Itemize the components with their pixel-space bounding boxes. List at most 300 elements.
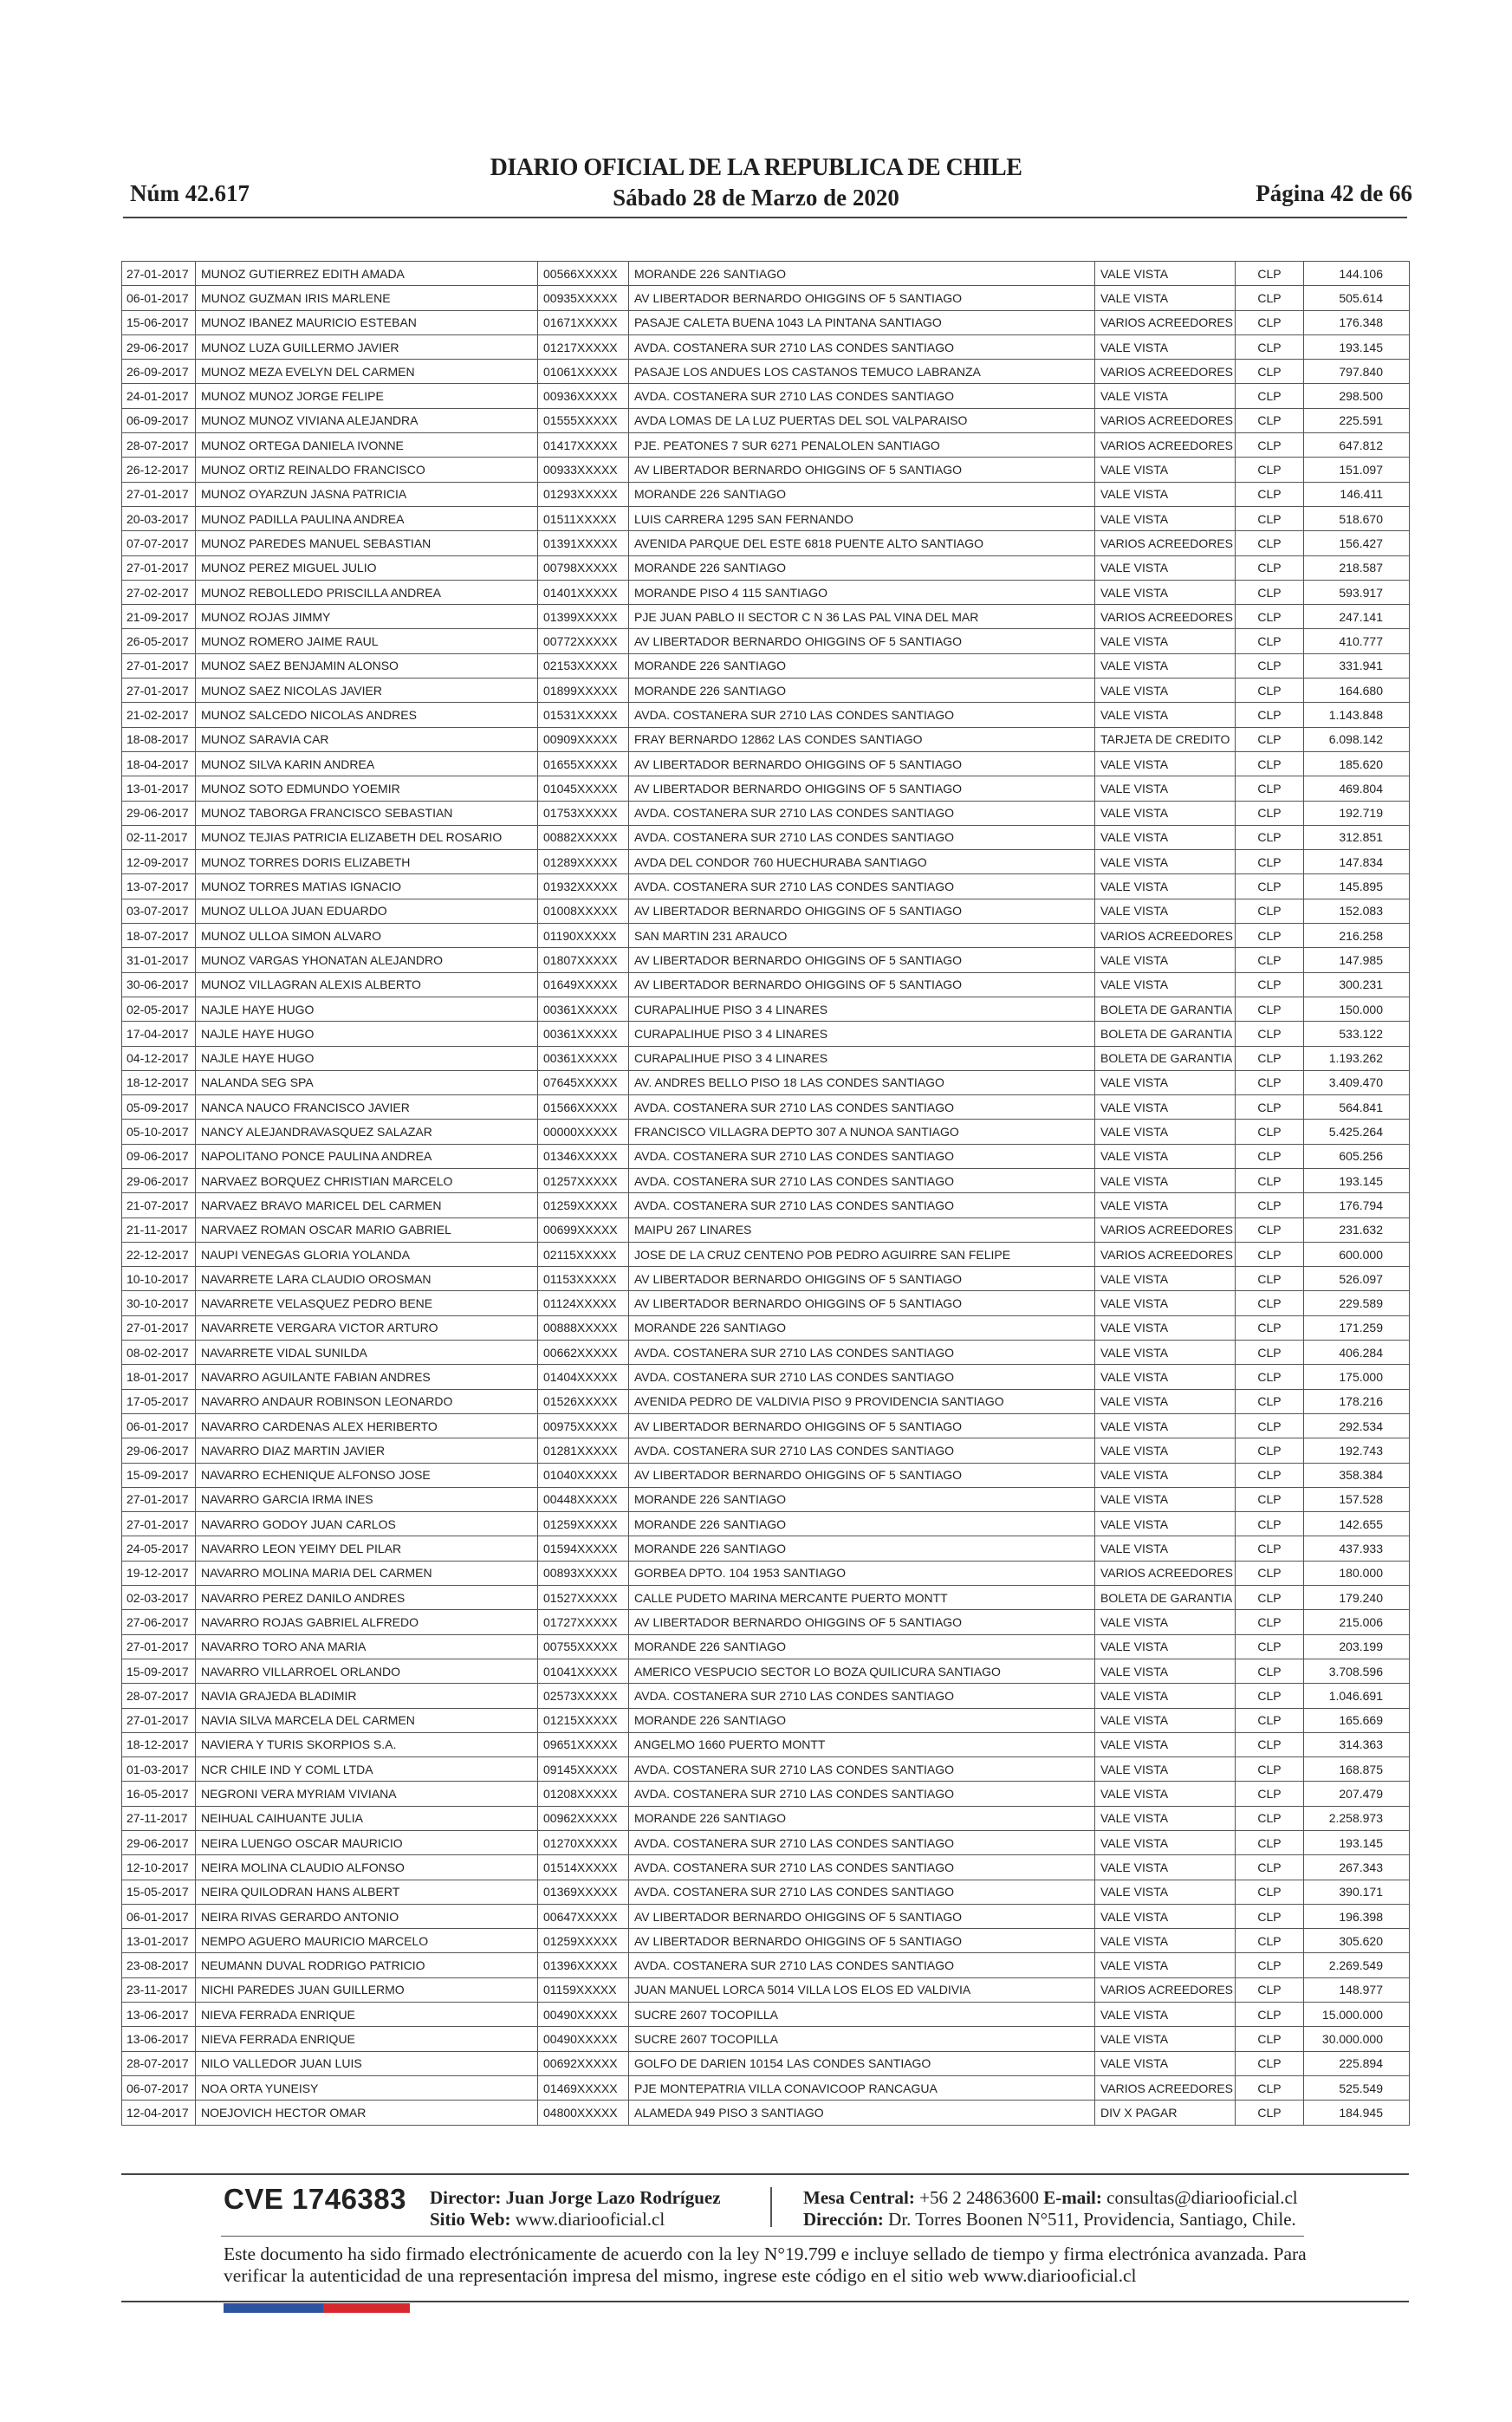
row-currency: CLP <box>1236 1193 1304 1217</box>
row-currency: CLP <box>1236 1561 1304 1585</box>
row-date: 24-05-2017 <box>122 1536 196 1561</box>
address-label: Dirección: <box>803 2209 884 2230</box>
row-date: 28-07-2017 <box>122 433 196 458</box>
director-name: Juan Jorge Lazo Rodríguez <box>505 2187 721 2208</box>
row-rut: 00699XXXXX <box>538 1217 629 1242</box>
phone-number: +56 2 24863600 <box>919 2187 1039 2208</box>
footer-bottom-divider <box>121 2301 1409 2302</box>
row-address: PASAJE LOS ANDUES LOS CASTANOS TEMUCO LABRANZA <box>629 360 1095 384</box>
row-document-type: VARIOS ACREEDORES <box>1095 2075 1236 2100</box>
row-name: NAVARRO AGUILANTE FABIAN ANDRES <box>196 1365 538 1389</box>
row-date: 29-06-2017 <box>122 801 196 825</box>
row-currency: CLP <box>1236 924 1304 948</box>
row-amount: 229.589 <box>1304 1291 1410 1315</box>
table-row <box>122 262 1410 286</box>
row-date: 08-02-2017 <box>122 1341 196 1365</box>
row-currency: CLP <box>1236 653 1304 678</box>
row-amount: 267.343 <box>1304 1855 1410 1880</box>
row-document-type: VARIOS ACREEDORES <box>1095 360 1236 384</box>
row-rut: 00662XXXXX <box>538 1341 629 1365</box>
website-link[interactable]: www.diariooficial.cl <box>515 2209 665 2230</box>
row-rut: 01217XXXXX <box>538 334 629 359</box>
row-currency: CLP <box>1236 801 1304 825</box>
row-document-type: VALE VISTA <box>1095 1953 1236 1977</box>
row-document-type: VALE VISTA <box>1095 1757 1236 1782</box>
row-name: NEIRA RIVAS GERARDO ANTONIO <box>196 1904 538 1928</box>
row-date: 22-12-2017 <box>122 1242 196 1266</box>
row-address: MORANDE 226 SANTIAGO <box>629 1806 1095 1830</box>
row-address: PJE MONTEPATRIA VILLA CONAVICOOP RANCAGUA <box>629 2075 1095 2100</box>
row-rut: 00882XXXXX <box>538 825 629 849</box>
row-rut: 09145XXXXX <box>538 1757 629 1782</box>
table-row <box>122 1144 1410 1168</box>
row-name: NCR CHILE IND Y COML LTDA <box>196 1757 538 1782</box>
row-rut: 01281XXXXX <box>538 1438 629 1463</box>
table-row <box>122 2101 1410 2125</box>
row-currency: CLP <box>1236 1929 1304 1953</box>
row-name: NAVARRO MOLINA MARIA DEL CARMEN <box>196 1561 538 1585</box>
table-row <box>122 1217 1410 1242</box>
row-rut: 01649XXXXX <box>538 972 629 997</box>
row-document-type: VALE VISTA <box>1095 334 1236 359</box>
row-address: AVDA. COSTANERA SUR 2710 LAS CONDES SANTIAGO <box>629 1193 1095 1217</box>
row-name: NARVAEZ ROMAN OSCAR MARIO GABRIEL <box>196 1217 538 1242</box>
row-amount: 518.670 <box>1304 506 1410 530</box>
row-rut: 01566XXXXX <box>538 1095 629 1120</box>
row-amount: 6.098.142 <box>1304 727 1410 751</box>
row-address: AVDA. COSTANERA SUR 2710 LAS CONDES SANTIAGO <box>629 1095 1095 1120</box>
row-name: NEMPO AGUERO MAURICIO MARCELO <box>196 1929 538 1953</box>
row-document-type: VALE VISTA <box>1095 1855 1236 1880</box>
table-row <box>122 1610 1410 1634</box>
table-row <box>122 703 1410 727</box>
page-number: Página 42 de 66 <box>1256 180 1412 206</box>
row-currency: CLP <box>1236 458 1304 482</box>
row-document-type: VARIOS ACREEDORES <box>1095 1242 1236 1266</box>
row-rut: 01671XXXXX <box>538 310 629 334</box>
row-amount: 600.000 <box>1304 1242 1410 1266</box>
row-amount: 225.894 <box>1304 2051 1410 2075</box>
row-name: MUNOZ LUZA GUILLERMO JAVIER <box>196 334 538 359</box>
row-date: 04-12-2017 <box>122 1046 196 1070</box>
row-name: NAVARRO PEREZ DANILO ANDRES <box>196 1586 538 1610</box>
row-name: MUNOZ SOTO EDMUNDO YOEMIR <box>196 776 538 801</box>
row-rut: 01399XXXXX <box>538 605 629 629</box>
row-name: NAVARRO DIAZ MARTIN JAVIER <box>196 1438 538 1463</box>
row-date: 28-07-2017 <box>122 2051 196 2075</box>
row-rut: 01215XXXXX <box>538 1708 629 1732</box>
row-document-type: VALE VISTA <box>1095 899 1236 923</box>
row-address: JOSE DE LA CRUZ CENTENO POB PEDRO AGUIRRE SAN FELIPE <box>629 1242 1095 1266</box>
row-currency: CLP <box>1236 1634 1304 1659</box>
row-name: NOA ORTA YUNEISY <box>196 2075 538 2100</box>
row-rut: 00933XXXXX <box>538 458 629 482</box>
row-name: NALANDA SEG SPA <box>196 1070 538 1094</box>
table-row <box>122 1831 1410 1855</box>
row-currency: CLP <box>1236 2003 1304 2027</box>
row-amount: 797.840 <box>1304 360 1410 384</box>
row-date: 10-10-2017 <box>122 1267 196 1291</box>
row-rut: 00975XXXXX <box>538 1413 629 1438</box>
table-row <box>122 1757 1410 1782</box>
row-document-type: VALE VISTA <box>1095 1095 1236 1120</box>
row-amount: 192.719 <box>1304 801 1410 825</box>
row-currency: CLP <box>1236 2027 1304 2051</box>
row-date: 29-06-2017 <box>122 1438 196 1463</box>
table-row <box>122 2027 1410 2051</box>
row-currency: CLP <box>1236 850 1304 874</box>
row-amount: 231.632 <box>1304 1217 1410 1242</box>
row-currency: CLP <box>1236 679 1304 703</box>
row-date: 27-01-2017 <box>122 653 196 678</box>
row-amount: 15.000.000 <box>1304 2003 1410 2027</box>
row-amount: 593.917 <box>1304 580 1410 604</box>
row-name: MUNOZ GUTIERREZ EDITH AMADA <box>196 262 538 286</box>
row-amount: 390.171 <box>1304 1880 1410 1904</box>
row-address: AV LIBERTADOR BERNARDO OHIGGINS OF 5 SANTIAGO <box>629 948 1095 972</box>
row-rut: 01401XXXXX <box>538 580 629 604</box>
row-name: MUNOZ SAEZ NICOLAS JAVIER <box>196 679 538 703</box>
row-rut: 01753XXXXX <box>538 801 629 825</box>
row-document-type: VALE VISTA <box>1095 286 1236 310</box>
row-document-type: VALE VISTA <box>1095 679 1236 703</box>
row-amount: 525.549 <box>1304 2075 1410 2100</box>
row-address: PASAJE CALETA BUENA 1043 LA PINTANA SANTIAGO <box>629 310 1095 334</box>
row-currency: CLP <box>1236 1904 1304 1928</box>
row-amount: 358.384 <box>1304 1463 1410 1487</box>
row-document-type: VALE VISTA <box>1095 1120 1236 1144</box>
row-address: AV LIBERTADOR BERNARDO OHIGGINS OF 5 SANTIAGO <box>629 972 1095 997</box>
row-date: 13-01-2017 <box>122 1929 196 1953</box>
row-date: 29-06-2017 <box>122 1831 196 1855</box>
row-address: CURAPALIHUE PISO 3 4 LINARES <box>629 1046 1095 1070</box>
row-document-type: VALE VISTA <box>1095 1684 1236 1708</box>
row-address: AVENIDA PEDRO DE VALDIVIA PISO 9 PROVIDENCIA SANTIAGO <box>629 1389 1095 1413</box>
table-row <box>122 1315 1410 1340</box>
phone-label: Mesa Central: <box>803 2187 915 2208</box>
row-name: NEGRONI VERA MYRIAM VIVIANA <box>196 1782 538 1806</box>
row-amount: 605.256 <box>1304 1144 1410 1168</box>
row-name: NAVARRETE LARA CLAUDIO OROSMAN <box>196 1267 538 1291</box>
row-date: 06-09-2017 <box>122 408 196 432</box>
row-address: AVDA. COSTANERA SUR 2710 LAS CONDES SANTIAGO <box>629 1855 1095 1880</box>
row-name: NAVARRO GARCIA IRMA INES <box>196 1487 538 1511</box>
row-amount: 312.851 <box>1304 825 1410 849</box>
row-document-type: VALE VISTA <box>1095 1168 1236 1192</box>
row-currency: CLP <box>1236 1389 1304 1413</box>
publication-title: DIARIO OFICIAL DE LA REPUBLICA DE CHILE <box>490 154 1022 181</box>
row-date: 21-09-2017 <box>122 605 196 629</box>
row-date: 12-10-2017 <box>122 1855 196 1880</box>
table-row <box>122 1953 1410 1977</box>
row-date: 18-04-2017 <box>122 751 196 776</box>
row-name: NAVARRO LEON YEIMY DEL PILAR <box>196 1536 538 1561</box>
row-amount: 171.259 <box>1304 1315 1410 1340</box>
table-row <box>122 1046 1410 1070</box>
row-date: 16-05-2017 <box>122 1782 196 1806</box>
row-name: NEUMANN DUVAL RODRIGO PATRICIO <box>196 1953 538 1977</box>
row-amount: 142.655 <box>1304 1512 1410 1536</box>
row-date: 20-03-2017 <box>122 506 196 530</box>
row-amount: 176.348 <box>1304 310 1410 334</box>
row-document-type: BOLETA DE GARANTIA <box>1095 1586 1236 1610</box>
row-date: 13-07-2017 <box>122 874 196 899</box>
row-date: 30-10-2017 <box>122 1291 196 1315</box>
row-amount: 3.708.596 <box>1304 1659 1410 1683</box>
row-currency: CLP <box>1236 310 1304 334</box>
row-currency: CLP <box>1236 899 1304 923</box>
row-amount: 30.000.000 <box>1304 2027 1410 2051</box>
row-rut: 00909XXXXX <box>538 727 629 751</box>
row-rut: 01527XXXXX <box>538 1586 629 1610</box>
row-date: 12-04-2017 <box>122 2101 196 2125</box>
row-name: MUNOZ PAREDES MANUEL SEBASTIAN <box>196 531 538 555</box>
row-document-type: VARIOS ACREEDORES <box>1095 310 1236 334</box>
row-name: NICHI PAREDES JUAN GUILLERMO <box>196 1977 538 2002</box>
row-rut: 00647XXXXX <box>538 1904 629 1928</box>
table-row <box>122 629 1410 653</box>
row-currency: CLP <box>1236 727 1304 751</box>
row-name: NAJLE HAYE HUGO <box>196 997 538 1021</box>
row-amount: 164.680 <box>1304 679 1410 703</box>
row-document-type: VALE VISTA <box>1095 2003 1236 2027</box>
row-document-type: VARIOS ACREEDORES <box>1095 408 1236 432</box>
row-address: MORANDE 226 SANTIAGO <box>629 653 1095 678</box>
row-name: NARVAEZ BORQUEZ CHRISTIAN MARCELO <box>196 1168 538 1192</box>
row-currency: CLP <box>1236 997 1304 1021</box>
row-document-type: VALE VISTA <box>1095 850 1236 874</box>
table-row <box>122 801 1410 825</box>
row-document-type: VALE VISTA <box>1095 2051 1236 2075</box>
row-date: 27-01-2017 <box>122 1708 196 1732</box>
row-document-type: VALE VISTA <box>1095 458 1236 482</box>
row-date: 15-09-2017 <box>122 1659 196 1683</box>
row-name: MUNOZ MUNOZ VIVIANA ALEJANDRA <box>196 408 538 432</box>
row-name: NEIRA QUILODRAN HANS ALBERT <box>196 1880 538 1904</box>
row-date: 27-01-2017 <box>122 679 196 703</box>
row-amount: 533.122 <box>1304 1022 1410 1046</box>
row-amount: 526.097 <box>1304 1267 1410 1291</box>
row-address: AVDA. COSTANERA SUR 2710 LAS CONDES SANTIAGO <box>629 1341 1095 1365</box>
row-currency: CLP <box>1236 580 1304 604</box>
row-amount: 564.841 <box>1304 1095 1410 1120</box>
table-row <box>122 1022 1410 1046</box>
row-document-type: VARIOS ACREEDORES <box>1095 1561 1236 1585</box>
row-document-type: VALE VISTA <box>1095 1291 1236 1315</box>
row-name: MUNOZ TABORGA FRANCISCO SEBASTIAN <box>196 801 538 825</box>
row-currency: CLP <box>1236 1413 1304 1438</box>
row-document-type: VALE VISTA <box>1095 1512 1236 1536</box>
row-address: SUCRE 2607 TOCOPILLA <box>629 2027 1095 2051</box>
row-address: AVDA LOMAS DE LA LUZ PUERTAS DEL SOL VALPARAISO <box>629 408 1095 432</box>
row-address: MORANDE 226 SANTIAGO <box>629 262 1095 286</box>
row-amount: 146.411 <box>1304 482 1410 506</box>
row-document-type: VARIOS ACREEDORES <box>1095 1217 1236 1242</box>
row-name: NARVAEZ BRAVO MARICEL DEL CARMEN <box>196 1193 538 1217</box>
row-currency: CLP <box>1236 605 1304 629</box>
table-row <box>122 776 1410 801</box>
row-currency: CLP <box>1236 776 1304 801</box>
row-rut: 01045XXXXX <box>538 776 629 801</box>
table-row <box>122 1855 1410 1880</box>
email-link[interactable]: consultas@diariooficial.cl <box>1106 2187 1298 2208</box>
row-rut: 01293XXXXX <box>538 482 629 506</box>
row-amount: 147.985 <box>1304 948 1410 972</box>
row-currency: CLP <box>1236 1536 1304 1561</box>
row-date: 01-03-2017 <box>122 1757 196 1782</box>
row-date: 18-12-2017 <box>122 1732 196 1756</box>
table-row <box>122 1536 1410 1561</box>
row-rut: 01190XXXXX <box>538 924 629 948</box>
row-amount: 215.006 <box>1304 1610 1410 1634</box>
row-document-type: VALE VISTA <box>1095 262 1236 286</box>
row-date: 23-11-2017 <box>122 1977 196 2002</box>
row-currency: CLP <box>1236 1855 1304 1880</box>
director-block <box>430 2187 721 2230</box>
row-name: NANCY ALEJANDRAVASQUEZ SALAZAR <box>196 1120 538 1144</box>
row-currency: CLP <box>1236 1831 1304 1855</box>
row-amount: 207.479 <box>1304 1782 1410 1806</box>
records-table <box>121 261 1410 2126</box>
row-rut: 01289XXXXX <box>538 850 629 874</box>
table-row <box>122 555 1410 580</box>
row-address: MAIPU 267 LINARES <box>629 1217 1095 1242</box>
row-rut: 00361XXXXX <box>538 1022 629 1046</box>
row-currency: CLP <box>1236 1512 1304 1536</box>
row-document-type: VALE VISTA <box>1095 1831 1236 1855</box>
row-rut: 01594XXXXX <box>538 1536 629 1561</box>
row-address: AVDA DEL CONDOR 760 HUECHURABA SANTIAGO <box>629 850 1095 874</box>
table-row <box>122 727 1410 751</box>
row-document-type: VALE VISTA <box>1095 703 1236 727</box>
row-document-type: VARIOS ACREEDORES <box>1095 924 1236 948</box>
row-currency: CLP <box>1236 972 1304 997</box>
row-amount: 2.269.549 <box>1304 1953 1410 1977</box>
row-document-type: VALE VISTA <box>1095 874 1236 899</box>
row-currency: CLP <box>1236 1242 1304 1266</box>
row-document-type: VALE VISTA <box>1095 751 1236 776</box>
row-name: MUNOZ GUZMAN IRIS MARLENE <box>196 286 538 310</box>
row-document-type: VALE VISTA <box>1095 1438 1236 1463</box>
row-address: AVDA. COSTANERA SUR 2710 LAS CONDES SANTIAGO <box>629 1880 1095 1904</box>
row-rut: 01655XXXXX <box>538 751 629 776</box>
row-name: NAVARRO GODOY JUAN CARLOS <box>196 1512 538 1536</box>
table-row <box>122 360 1410 384</box>
row-name: NOEJOVICH HECTOR OMAR <box>196 2101 538 2125</box>
row-date: 27-01-2017 <box>122 1487 196 1511</box>
row-currency: CLP <box>1236 506 1304 530</box>
row-document-type: VALE VISTA <box>1095 1365 1236 1389</box>
row-address: JUAN MANUEL LORCA 5014 VILLA LOS ELOS ED VALDIVIA <box>629 1977 1095 2002</box>
row-document-type: VALE VISTA <box>1095 825 1236 849</box>
row-date: 27-01-2017 <box>122 1315 196 1340</box>
row-date: 18-01-2017 <box>122 1365 196 1389</box>
row-address: AVDA. COSTANERA SUR 2710 LAS CONDES SANTIAGO <box>629 874 1095 899</box>
row-amount: 331.941 <box>1304 653 1410 678</box>
row-address: AVDA. COSTANERA SUR 2710 LAS CONDES SANTIAGO <box>629 1365 1095 1389</box>
row-rut: 09651XXXXX <box>538 1732 629 1756</box>
row-name: NAVIA GRAJEDA BLADIMIR <box>196 1684 538 1708</box>
row-currency: CLP <box>1236 482 1304 506</box>
table-row <box>122 1070 1410 1094</box>
row-document-type: VALE VISTA <box>1095 1536 1236 1561</box>
row-currency: CLP <box>1236 751 1304 776</box>
row-address: AVDA. COSTANERA SUR 2710 LAS CONDES SANTIAGO <box>629 1684 1095 1708</box>
row-date: 27-01-2017 <box>122 1634 196 1659</box>
row-name: NANCA NAUCO FRANCISCO JAVIER <box>196 1095 538 1120</box>
table-row <box>122 384 1410 408</box>
row-currency: CLP <box>1236 531 1304 555</box>
row-address: MORANDE 226 SANTIAGO <box>629 1536 1095 1561</box>
row-document-type: VALE VISTA <box>1095 384 1236 408</box>
row-name: MUNOZ TORRES MATIAS IGNACIO <box>196 874 538 899</box>
row-name: MUNOZ PEREZ MIGUEL JULIO <box>196 555 538 580</box>
row-date: 06-01-2017 <box>122 1904 196 1928</box>
row-address: AVDA. COSTANERA SUR 2710 LAS CONDES SANTIAGO <box>629 801 1095 825</box>
row-currency: CLP <box>1236 1659 1304 1683</box>
row-amount: 157.528 <box>1304 1487 1410 1511</box>
table-row <box>122 1168 1410 1192</box>
row-address: AVDA. COSTANERA SUR 2710 LAS CONDES SANTIAGO <box>629 1757 1095 1782</box>
row-amount: 5.425.264 <box>1304 1120 1410 1144</box>
table-row <box>122 1806 1410 1830</box>
row-rut: 01159XXXXX <box>538 1977 629 2002</box>
row-document-type: VALE VISTA <box>1095 1413 1236 1438</box>
table-row <box>122 1586 1410 1610</box>
row-currency: CLP <box>1236 2075 1304 2100</box>
table-row <box>122 1242 1410 1266</box>
row-rut: 00936XXXXX <box>538 384 629 408</box>
row-address: ANGELMO 1660 PUERTO MONTT <box>629 1732 1095 1756</box>
row-rut: 00798XXXXX <box>538 555 629 580</box>
row-address: AV. ANDRES BELLO PISO 18 LAS CONDES SANTIAGO <box>629 1070 1095 1094</box>
row-address: FRANCISCO VILLAGRA DEPTO 307 A NUNOA SANTIAGO <box>629 1120 1095 1144</box>
row-rut: 00772XXXXX <box>538 629 629 653</box>
row-document-type: VALE VISTA <box>1095 1341 1236 1365</box>
row-address: AVDA. COSTANERA SUR 2710 LAS CONDES SANTIAGO <box>629 384 1095 408</box>
row-date: 30-06-2017 <box>122 972 196 997</box>
table-row <box>122 1438 1410 1463</box>
row-name: NILO VALLEDOR JUAN LUIS <box>196 2051 538 2075</box>
row-address: AVDA. COSTANERA SUR 2710 LAS CONDES SANTIAGO <box>629 1168 1095 1192</box>
row-currency: CLP <box>1236 2101 1304 2125</box>
address-value: Dr. Torres Boonen N°511, Providencia, Santiago, Chile. <box>888 2209 1296 2230</box>
row-name: MUNOZ REBOLLEDO PRISCILLA ANDREA <box>196 580 538 604</box>
row-amount: 292.534 <box>1304 1413 1410 1438</box>
table-row <box>122 1684 1410 1708</box>
row-name: NEIHUAL CAIHUANTE JULIA <box>196 1806 538 1830</box>
row-rut: 00962XXXXX <box>538 1806 629 1830</box>
row-name: NAVARRO TORO ANA MARIA <box>196 1634 538 1659</box>
row-address: PJE JUAN PABLO II SECTOR C N 36 LAS PAL VINA DEL MAR <box>629 605 1095 629</box>
row-rut: 01346XXXXX <box>538 1144 629 1168</box>
table-row <box>122 433 1410 458</box>
table-row <box>122 408 1410 432</box>
row-currency: CLP <box>1236 1168 1304 1192</box>
table-row <box>122 899 1410 923</box>
row-currency: CLP <box>1236 1757 1304 1782</box>
signature-notice: Este documento ha sido firmado electrónicamente de acuerdo con la ley N°19.799 e incluye sellado de tiempo y firma electrónica avanzada. Para verificar la autenticidad de una representación impresa del mismo, ingrese este código en el sitio web www.diariooficial.cl <box>224 2243 1307 2286</box>
row-document-type: VARIOS ACREEDORES <box>1095 1977 1236 2002</box>
table-row <box>122 1193 1410 1217</box>
row-currency: CLP <box>1236 1120 1304 1144</box>
row-document-type: VALE VISTA <box>1095 1144 1236 1168</box>
row-amount: 175.000 <box>1304 1365 1410 1389</box>
row-rut: 01555XXXXX <box>538 408 629 432</box>
row-document-type: VALE VISTA <box>1095 1315 1236 1340</box>
row-currency: CLP <box>1236 1684 1304 1708</box>
row-currency: CLP <box>1236 1953 1304 1977</box>
